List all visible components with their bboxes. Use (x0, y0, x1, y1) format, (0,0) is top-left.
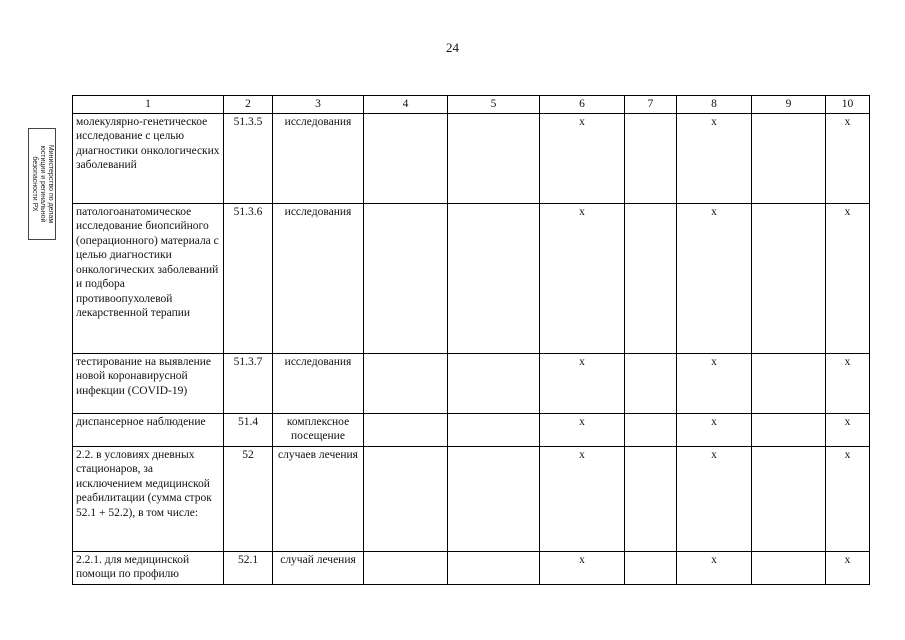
column-header-7: 7 (625, 96, 677, 114)
cell-col-9 (752, 551, 826, 584)
table-row (73, 551, 870, 584)
column-header-5: 5 (448, 96, 540, 114)
column-header-2: 2 (224, 96, 273, 114)
cell-col-7 (625, 113, 677, 203)
table-row (73, 413, 870, 446)
cell-col-6: х (540, 413, 625, 446)
row-code-cell: 51.3.5 (224, 113, 273, 203)
row-code-cell: 52.1 (224, 551, 273, 584)
cell-col-10: х (826, 551, 870, 584)
registration-stamp (28, 128, 56, 240)
cell-col-9 (752, 413, 826, 446)
cell-col-8: х (677, 446, 752, 551)
cell-col-5 (448, 446, 540, 551)
cell-col-4 (364, 113, 448, 203)
table-row (73, 446, 870, 551)
cell-col-10: х (826, 113, 870, 203)
row-unit-cell: исследования (273, 353, 364, 413)
table-row (73, 203, 870, 353)
column-header-4: 4 (364, 96, 448, 114)
row-unit-cell: исследования (273, 113, 364, 203)
cell-col-4 (364, 446, 448, 551)
cell-col-7 (625, 353, 677, 413)
cell-col-8: х (677, 203, 752, 353)
column-header-1: 1 (73, 96, 224, 114)
cell-col-7 (625, 413, 677, 446)
data-table (72, 95, 870, 585)
cell-col-4 (364, 413, 448, 446)
row-name-cell: 2.2.1. для медицинской помощи по профилю (73, 551, 224, 584)
cell-col-9 (752, 446, 826, 551)
cell-col-6: х (540, 113, 625, 203)
cell-col-7 (625, 446, 677, 551)
column-header-8: 8 (677, 96, 752, 114)
row-code-cell: 52 (224, 446, 273, 551)
row-code-cell: 51.4 (224, 413, 273, 446)
cell-col-10: х (826, 353, 870, 413)
cell-col-6: х (540, 203, 625, 353)
row-name-cell: 2.2. в условиях дневных стационаров, за исключением медицинской реабилитации (сумма строк 52.1 + 52.2), в том числе: (73, 446, 224, 551)
cell-col-10: х (826, 413, 870, 446)
cell-col-4 (364, 353, 448, 413)
cell-col-5 (448, 353, 540, 413)
cell-col-4 (364, 551, 448, 584)
column-header-10: 10 (826, 96, 870, 114)
table-row (73, 113, 870, 203)
cell-col-8: х (677, 353, 752, 413)
row-unit-cell: комплексное посещение (273, 413, 364, 446)
header-row (73, 96, 870, 114)
row-unit-cell: случай лечения (273, 551, 364, 584)
cell-col-10: х (826, 446, 870, 551)
cell-col-5 (448, 113, 540, 203)
cell-col-5 (448, 551, 540, 584)
cell-col-9 (752, 203, 826, 353)
column-header-6: 6 (540, 96, 625, 114)
cell-col-5 (448, 203, 540, 353)
cell-col-5 (448, 413, 540, 446)
column-header-3: 3 (273, 96, 364, 114)
row-name-cell: тестирование на выявление новой коронавирусной инфекции (COVID-19) (73, 353, 224, 413)
row-name-cell: патологоанатомическое исследование биопсийного (операционного) материала с целью диагностики онкологических заболеваний и подбора противоопухолевой лекарственной терапии (73, 203, 224, 353)
stamp-text: Министерство по делам юстиции и регинальной безопасности РХ (31, 144, 54, 224)
cell-col-6: х (540, 446, 625, 551)
cell-col-6: х (540, 551, 625, 584)
cell-col-8: х (677, 413, 752, 446)
cell-col-6: х (540, 353, 625, 413)
cell-col-10: х (826, 203, 870, 353)
row-code-cell: 51.3.7 (224, 353, 273, 413)
table-row (73, 353, 870, 413)
cell-col-7 (625, 551, 677, 584)
row-name-cell: молекулярно-генетическое исследование с целью диагностики онкологических заболеваний (73, 113, 224, 203)
cell-col-9 (752, 113, 826, 203)
row-name-cell: диспансерное наблюдение (73, 413, 224, 446)
cell-col-8: х (677, 551, 752, 584)
cell-col-7 (625, 203, 677, 353)
column-header-9: 9 (752, 96, 826, 114)
cell-col-8: х (677, 113, 752, 203)
cell-col-4 (364, 203, 448, 353)
row-unit-cell: исследования (273, 203, 364, 353)
row-unit-cell: случаев лечения (273, 446, 364, 551)
row-code-cell: 51.3.6 (224, 203, 273, 353)
page-number: 24 (446, 40, 459, 55)
cell-col-9 (752, 353, 826, 413)
